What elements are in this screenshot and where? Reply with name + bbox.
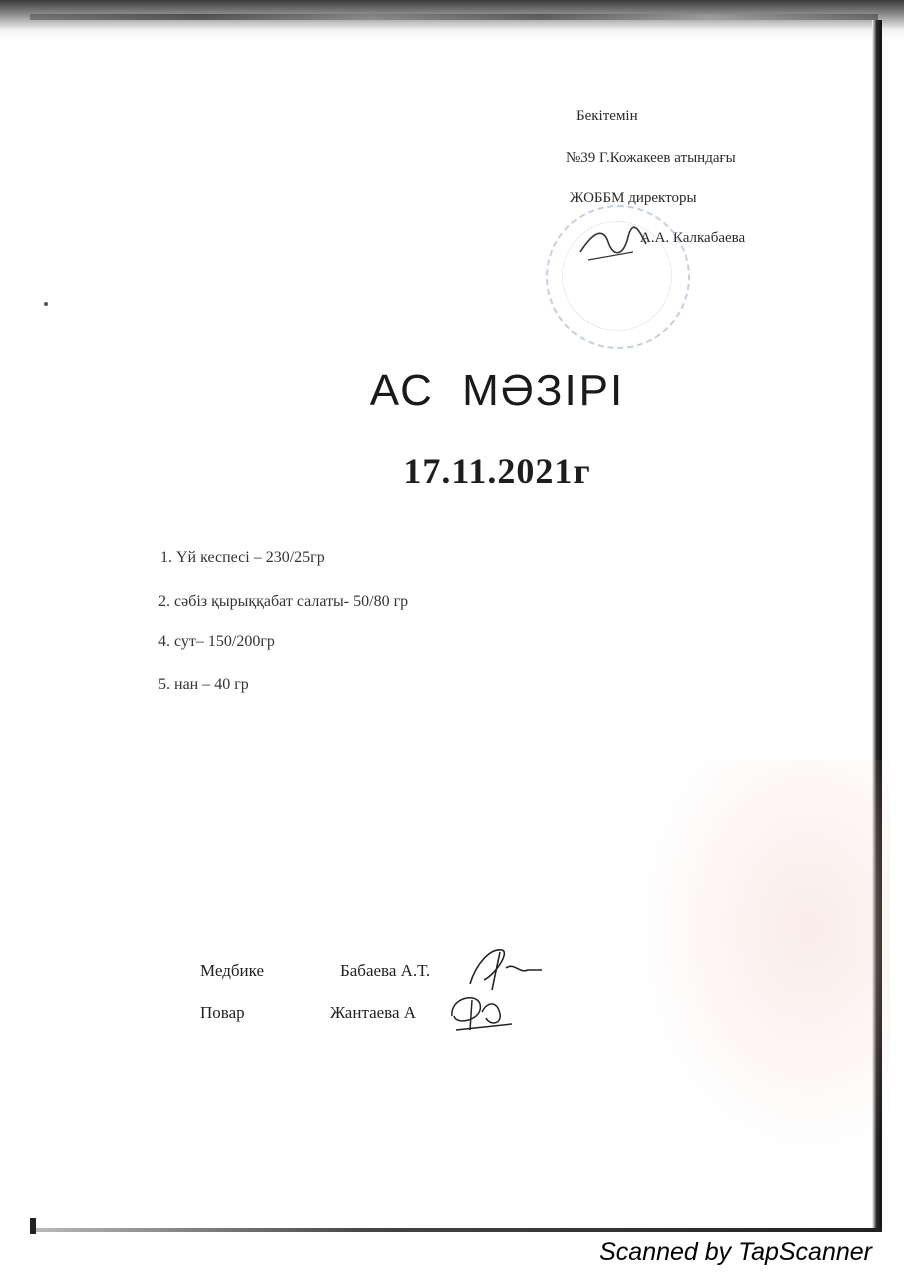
- menu-item: 5. нан – 40 гр: [158, 676, 249, 693]
- approval-heading: Бекітемін: [576, 108, 638, 124]
- approval-school: №39 Г.Кожакеев атындағы: [566, 150, 736, 166]
- scan-mark: [30, 1218, 36, 1234]
- scanner-watermark: Scanned by TapScanner: [599, 1238, 872, 1266]
- approval-director-name: А.А. Калкабаева: [640, 230, 746, 246]
- staff-name: Жантаева А: [330, 1003, 417, 1022]
- staff-role: Повар: [200, 1003, 245, 1022]
- staff-name: Бабаева А.Т.: [340, 961, 431, 980]
- page-title: АС МӘЗІРІ: [369, 366, 625, 415]
- staff-role: Медбике: [200, 961, 264, 980]
- nurse-signature: [462, 944, 544, 992]
- scan-bottom-edge: [30, 1228, 882, 1232]
- menu-date: 17.11.2021г: [403, 451, 591, 491]
- menu-item: 2. сәбіз қырыққабат салаты- 50/80 гр: [158, 593, 409, 610]
- cook-signature: [446, 986, 518, 1036]
- scan-top-edge: [0, 0, 904, 40]
- scan-speck: [44, 302, 48, 306]
- scan-glare: [620, 760, 890, 1180]
- menu-item: 1. Үй кеспесі – 230/25гр: [160, 549, 325, 566]
- approval-position: ЖОББМ директоры: [570, 190, 697, 206]
- director-signature: [578, 222, 648, 267]
- menu-item: 4. сут– 150/200гр: [158, 633, 275, 650]
